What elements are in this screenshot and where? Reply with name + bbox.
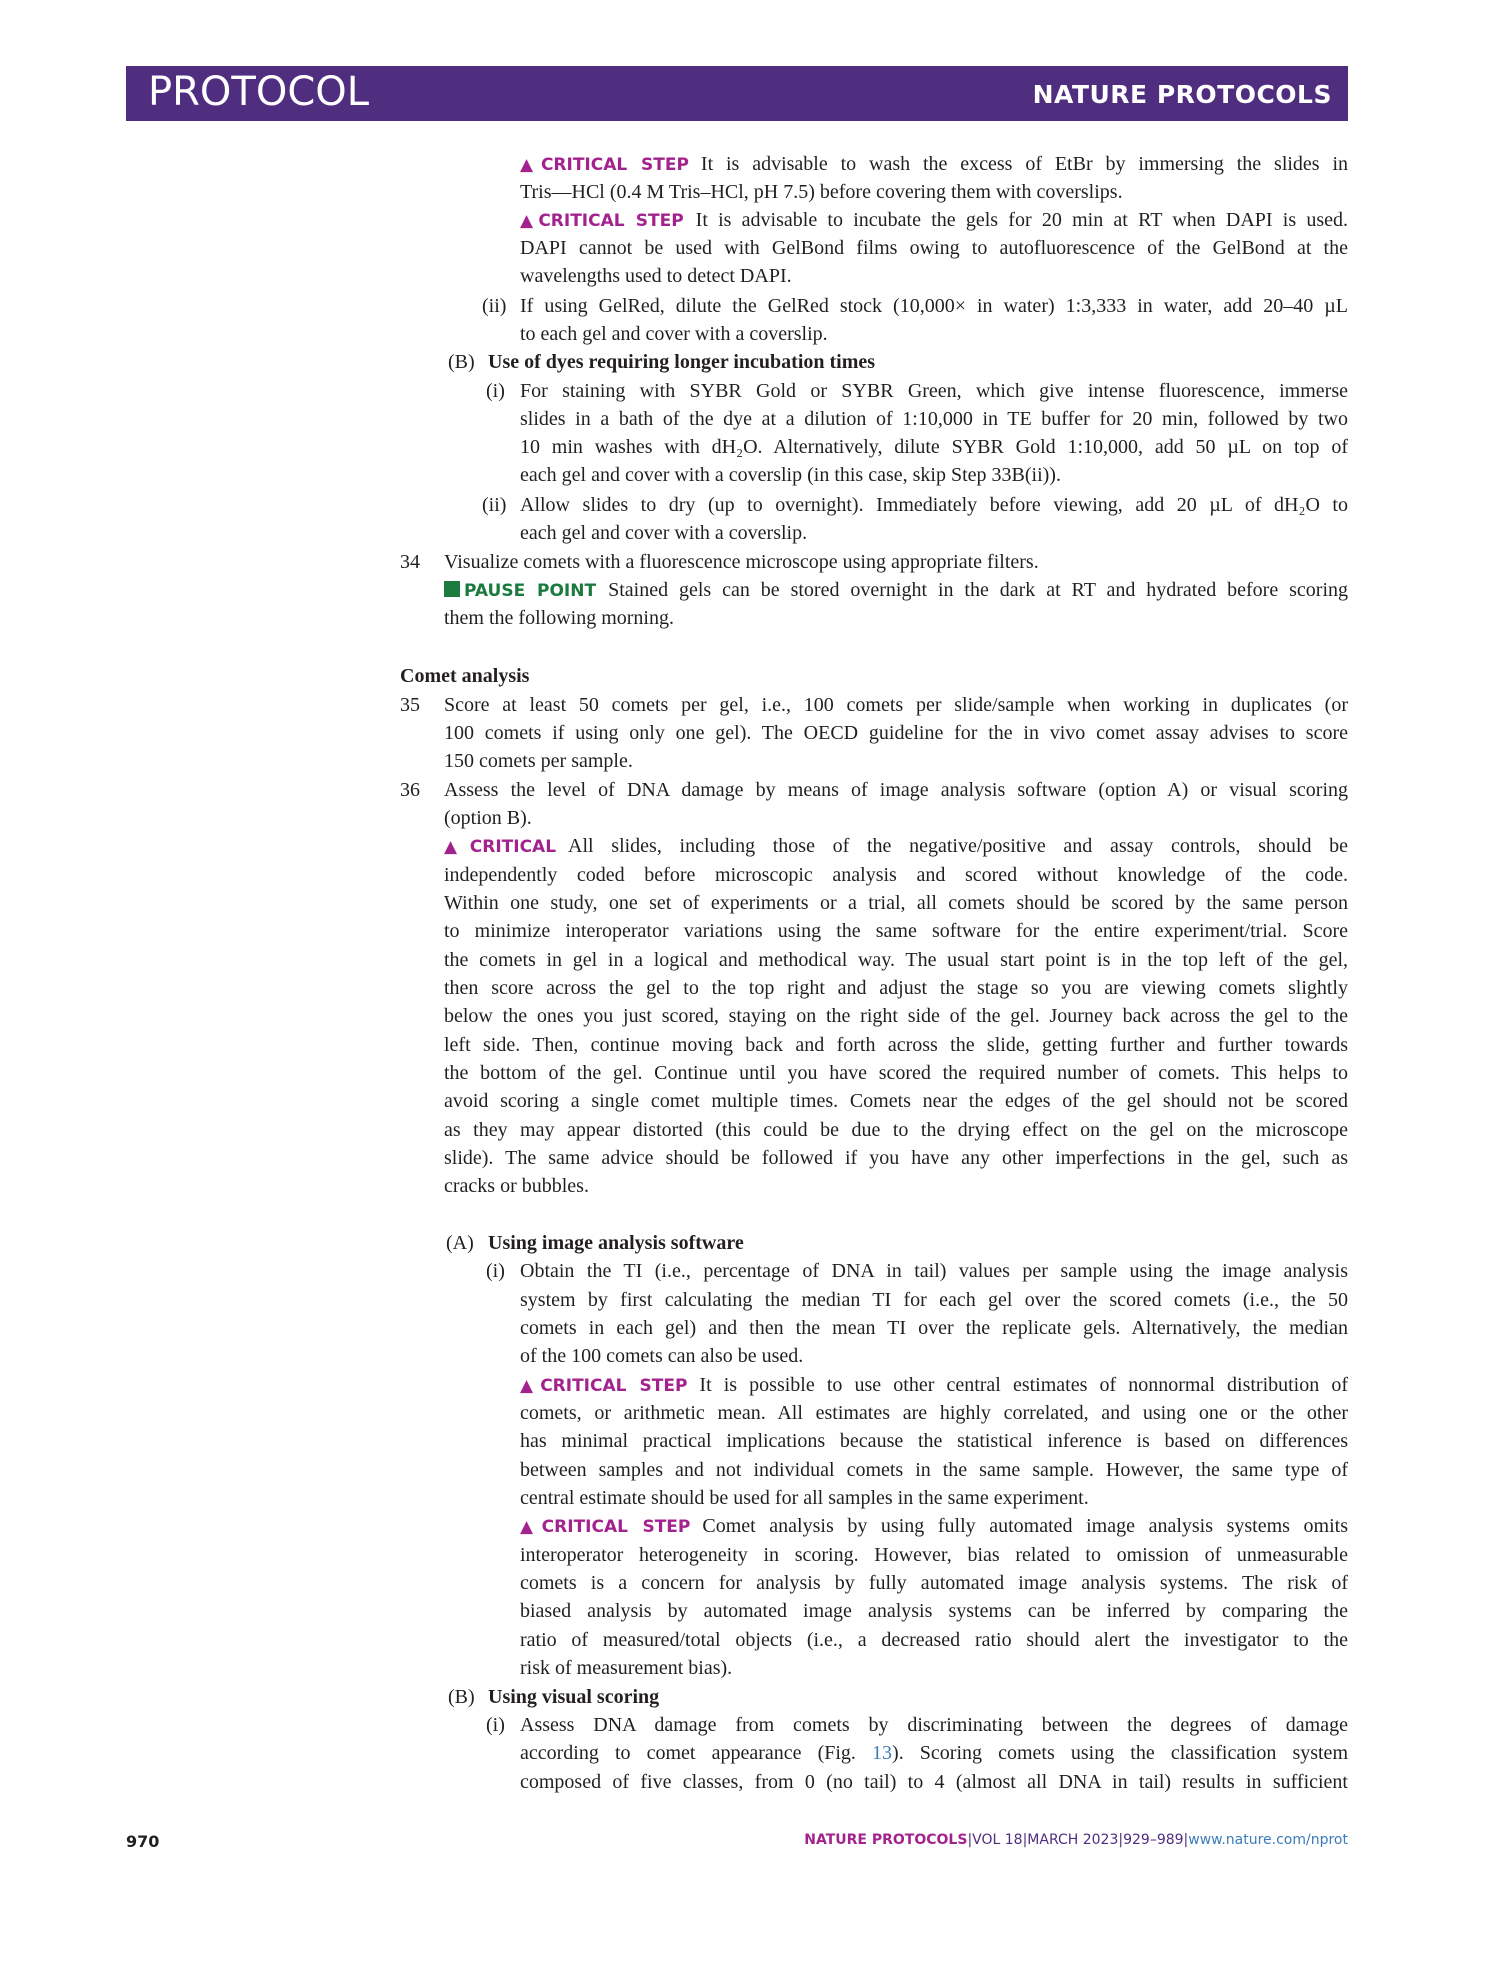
critical-step-note: ▲CRITICAL STEP It is possible to use other central estimates of nonnormal distribution of — [520, 1374, 1349, 1396]
text-line: 10 min washes with dH₂O. Alternatively, dilute SYBR Gold 1:10,000, add 50 µL on top of — [520, 436, 1348, 458]
text-line: system by first calculating the median TI for each gel over the scored comets (i.e., the 50 — [520, 1289, 1348, 1311]
journal-name: NATURE PROTOCOLS — [1032, 80, 1332, 109]
text-line: below the ones you just scored, staying on the right side of the gel. Journey back across the gel to the — [444, 1005, 1348, 1027]
option-letter: (A) — [446, 1232, 474, 1254]
text-line: Assess DNA damage from comets by discriminating between the degrees of damage — [520, 1714, 1348, 1736]
text-line: slide). The same advice should be followed if you have any other imperfections in the gel, such as — [444, 1147, 1348, 1169]
text-line: has minimal practical implications because the statistical inference is based on differences — [520, 1430, 1348, 1452]
text-line: between samples and not individual comets in the same sample. However, the same type of — [520, 1459, 1348, 1481]
text-line: each gel and cover with a coverslip (in this case, skip Step 33B(ii)). — [520, 464, 1061, 486]
critical-step-note: ▲CRITICAL STEP Comet analysis by using fully automated image analysis systems omits — [520, 1515, 1348, 1537]
step-number: 34 — [400, 551, 420, 573]
text-line: comets in each gel) and then the mean TI over the replicate gels. Alternatively, the median — [520, 1317, 1348, 1339]
critical-step-note: ▲CRITICAL STEP It is advisable to wash the excess of EtBr by immersing the slides in — [520, 153, 1349, 175]
text-line: independently coded before microscopic analysis and scored without knowledge of the code. — [444, 864, 1348, 886]
critical-note: ▲CRITICAL All slides, including those of the negative/positive and assay controls, should be — [444, 835, 1349, 857]
substep-number: (i) — [486, 1714, 505, 1736]
text-line: Visualize comets with a fluorescence microscope using appropriate filters. — [444, 551, 1039, 573]
text-line: central estimate should be used for all samples in the same experiment. — [520, 1487, 1089, 1509]
text-line: 150 comets per sample. — [444, 750, 633, 772]
figure-link[interactable]: 13 — [872, 1742, 893, 1764]
text-line: to minimize interoperator variations using the same software for the entire experiment/trial. Score — [444, 920, 1348, 942]
critical-step-note: ▲CRITICAL STEP It is advisable to incubate the gels for 20 min at RT when DAPI is used. — [520, 209, 1349, 231]
page-header — [126, 66, 1348, 121]
substep-number: (i) — [486, 1260, 505, 1282]
text-line: according to comet appearance (Fig. 13). Scoring comets using the classification system — [520, 1742, 1348, 1764]
text-line: Obtain the TI (i.e., percentage of DNA in tail) values per sample using the image analysis — [520, 1260, 1348, 1282]
text-line: left side. Then, continue moving back and forth across the slide, getting further and further towards — [444, 1034, 1348, 1056]
text-line: to each gel and cover with a coverslip. — [520, 323, 828, 345]
option-letter: (B) — [448, 351, 475, 373]
text-line: Assess the level of DNA damage by means of image analysis software (option A) or visual scoring — [444, 779, 1348, 801]
step-number: 35 — [400, 694, 420, 716]
text-line: If using GelRed, dilute the GelRed stock (10,000× in water) 1:3,333 in water, add 20–40 µL — [520, 295, 1348, 317]
text-line: comets is a concern for analysis by fully automated image analysis systems. The risk of — [520, 1572, 1348, 1594]
text-line: then score across the gel to the top right and adjust the stage so you are viewing comets slightly — [444, 977, 1348, 999]
text-line: them the following morning. — [444, 607, 674, 629]
option-title: Using visual scoring — [488, 1686, 660, 1708]
pause-point-note: PAUSE POINT Stained gels can be stored overnight in the dark at RT and hydrated before scoring — [444, 576, 1348, 605]
text-line: cracks or bubbles. — [444, 1175, 589, 1197]
text-line: Tris––HCl (0.4 M Tris–HCl, pH 7.5) before covering them with coverslips. — [520, 181, 1123, 203]
page-number: 970 — [126, 1832, 160, 1851]
text-line: avoid scoring a single comet multiple times. Comets near the edges of the gel should not be scored — [444, 1090, 1348, 1112]
text-line: as they may appear distorted (this could be due to the drying effect on the gel on the microscope — [444, 1119, 1348, 1141]
text-line: (option B). — [444, 807, 532, 829]
substep-number: (ii) — [482, 494, 507, 516]
text-line: risk of measurement bias). — [520, 1657, 733, 1679]
footer-citation: NATURE PROTOCOLS|VOL 18|MARCH 2023|929–989|www.nature.com/nprot — [804, 1832, 1348, 1848]
section-label: PROTOCOL — [148, 69, 370, 115]
text-line: For staining with SYBR Gold or SYBR Green, which give intense fluorescence, immerse — [520, 380, 1348, 402]
substep-number: (ii) — [482, 295, 507, 317]
text-line: comets, or arithmetic mean. All estimates are highly correlated, and using one or the other — [520, 1402, 1348, 1424]
section-heading: Comet analysis — [400, 665, 530, 687]
option-title: Use of dyes requiring longer incubation times — [488, 351, 876, 373]
text-line: interoperator heterogeneity in scoring. However, bias related to omission of unmeasurable — [520, 1544, 1348, 1566]
text-line: wavelengths used to detect DAPI. — [520, 265, 792, 287]
text-line: biased analysis by automated image analysis systems can be inferred by comparing the — [520, 1600, 1348, 1622]
option-title: Using image analysis software — [488, 1232, 744, 1254]
text-line: of the 100 comets can also be used. — [520, 1345, 804, 1367]
substep-number: (i) — [486, 380, 505, 402]
option-letter: (B) — [448, 1686, 475, 1708]
pause-square-icon — [444, 581, 460, 597]
text-line: Allow slides to dry (up to overnight). Immediately before viewing, add 20 µL of dH₂O to — [520, 494, 1348, 516]
text-line: slides in a bath of the dye at a dilution of 1:10,000 in TE buffer for 20 min, followed by two — [520, 408, 1348, 430]
text-line: Score at least 50 comets per gel, i.e., 100 comets per slide/sample when working in duplicates (or — [444, 694, 1348, 716]
text-line: Within one study, one set of experiments or a trial, all comets should be scored by the same person — [444, 892, 1348, 914]
text-line: DAPI cannot be used with GelBond films owing to autofluorescence of the GelBond at the — [520, 237, 1348, 259]
text-line: ratio of measured/total objects (i.e., a decreased ratio should alert the investigator to the — [520, 1629, 1348, 1651]
text-line: each gel and cover with a coverslip. — [520, 522, 808, 544]
text-line: the comets in gel in a logical and methodical way. The usual start point is in the top left of the gel, — [444, 949, 1348, 971]
step-number: 36 — [400, 779, 420, 801]
text-line: 100 comets if using only one gel). The OECD guideline for the in vivo comet assay advises to score — [444, 722, 1348, 744]
journal-url[interactable]: www.nature.com/nprot — [1188, 1832, 1348, 1848]
text-line: the bottom of the gel. Continue until you have scored the required number of comets. This helps to — [444, 1062, 1348, 1084]
text-line: composed of five classes, from 0 (no tail) to 4 (almost all DNA in tail) results in sufficient — [520, 1771, 1348, 1793]
